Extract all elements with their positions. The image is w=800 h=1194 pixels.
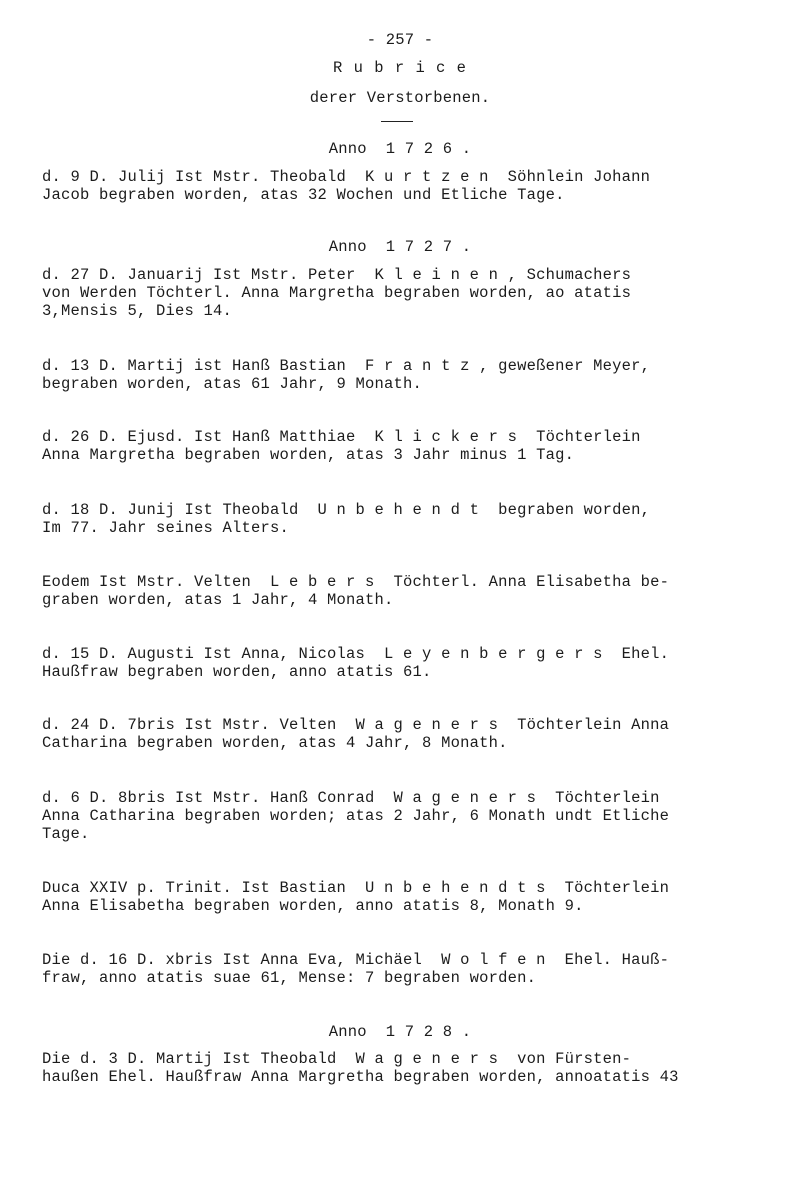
entry-line: Anna Catharina begraben worden; atas 2 Jahr, 6 Monath undt Etliche (42, 807, 670, 825)
title-divider (381, 121, 413, 122)
entry-line: Duca XXIV p. Trinit. Ist Bastian U n b e h e n d t s Töchterlein (42, 879, 670, 897)
entry-line: Catharina begraben worden, atas 4 Jahr, 8 Monath. (42, 734, 508, 752)
page-title: R u b r i c e (333, 59, 467, 77)
section-heading-1727: Anno 1 7 2 7 . (328, 238, 472, 256)
entry-line: d. 26 D. Ejusd. Ist Hanß Matthiae K l i c k e r s Töchterlein (42, 428, 641, 446)
entry-line: d. 9 D. Julij Ist Mstr. Theobald K u r t z e n Söhnlein Johann (42, 168, 651, 186)
entry-line: Anna Elisabetha begraben worden, anno atatis 8, Monath 9. (42, 897, 584, 915)
page-number: - 257 - (366, 31, 434, 49)
entry-line: von Werden Töchterl. Anna Margretha begraben worden, ao atatis (42, 284, 632, 302)
entry-line: Im 77. Jahr seines Alters. (42, 519, 290, 537)
entry-line: graben worden, atas 1 Jahr, 4 Monath. (42, 591, 394, 609)
entry-line: haußen Ehel. Haußfraw Anna Margretha begraben worden, annoatatis 43 (42, 1068, 679, 1086)
page-subtitle: derer Verstorbenen. (309, 89, 491, 107)
entry-line: Anna Margretha begraben worden, atas 3 Jahr minus 1 Tag. (42, 446, 575, 464)
entry-line: d. 6 D. 8bris Ist Mstr. Hanß Conrad W a g e n e r s Töchterlein (42, 789, 660, 807)
entry-line: Jacob begraben worden, atas 32 Wochen und Etliche Tage. (42, 186, 565, 204)
entry-line: begraben worden, atas 61 Jahr, 9 Monath. (42, 375, 423, 393)
entry-line: Tage. (42, 825, 90, 843)
entry-line: d. 24 D. 7bris Ist Mstr. Velten W a g e n e r s Töchterlein Anna (42, 716, 670, 734)
entry-line: Die d. 3 D. Martij Ist Theobald W a g e n e r s von Fürsten- (42, 1050, 632, 1068)
entry-line: Haußfraw begraben worden, anno atatis 61. (42, 663, 432, 681)
entry-line: Die d. 16 D. xbris Ist Anna Eva, Michäel W o l f e n Ehel. Hauß- (42, 951, 670, 969)
entry-line: 3,Mensis 5, Dies 14. (42, 302, 233, 320)
entry-line: d. 27 D. Januarij Ist Mstr. Peter K l e i n e n , Schumachers (42, 266, 632, 284)
section-heading-1726: Anno 1 7 2 6 . (328, 140, 472, 158)
entry-line: Eodem Ist Mstr. Velten L e b e r s Töchterl. Anna Elisabetha be- (42, 573, 670, 591)
entry-line: d. 13 D. Martij ist Hanß Bastian F r a n t z , geweßener Meyer, (42, 357, 651, 375)
entry-line: d. 18 D. Junij Ist Theobald U n b e h e n d t begraben worden, (42, 501, 651, 519)
entry-line: d. 15 D. Augusti Ist Anna, Nicolas L e y e n b e r g e r s Ehel. (42, 645, 670, 663)
section-heading-1728: Anno 1 7 2 8 . (328, 1023, 472, 1041)
entry-line: fraw, anno atatis suae 61, Mense: 7 begraben worden. (42, 969, 537, 987)
